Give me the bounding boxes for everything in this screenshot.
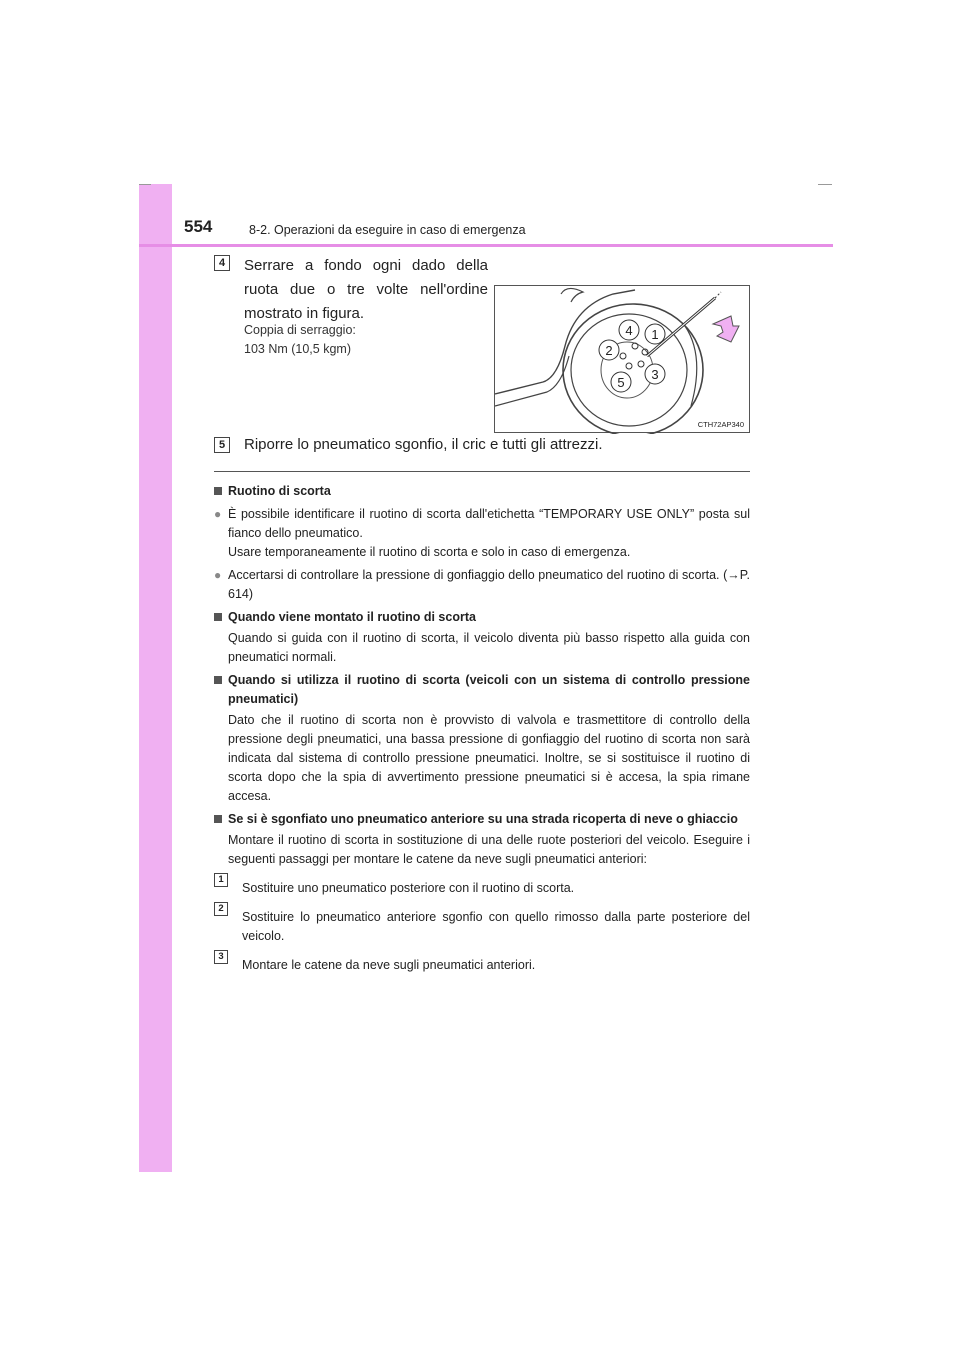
note-bullet: ● Accertarsi di controllare la pressione di gonfiaggio dello pneumatico del ruotino di scorta. (→P. 614) [214,568,750,601]
divider [214,471,750,472]
nut-label-4: 4 [625,323,633,338]
sub-step-number: 2 [214,902,228,916]
pink-sidebar [139,184,172,1172]
nut-label-1: 1 [651,327,659,342]
torque-value: 103 Nm (10,5 kgm) [244,342,351,356]
nut-label-2: 2 [605,343,613,358]
nut-label-5: 5 [617,375,625,390]
note-heading: Ruotino di scorta [214,482,750,501]
step-4-text: Serrare a fondo ogni dado della ruota due o tre volte nell'ordine mostrato in figura. [244,257,488,322]
lug-nut-icon [638,361,644,367]
bullet-icon: ● [214,568,222,582]
step-number-5: 5 [214,437,230,453]
note-paragraph: Dato che il ruotino di scorta non è provvisto di valvola e trasmettitore di controllo della pressione degli pneumatici, una bassa pressione di gonfiaggio del ruotino di scorta non sarà indicata dal sistema di controllo pressione pneumatici. Inoltre, se si sostituisce il ruotino di scorta dopo che la spia di avvertimento pressione pneumatici si è accesa, la spia rimane accesa. [228,713,750,803]
sub-step-number: 1 [214,873,228,887]
body-line [495,356,569,406]
torque-label: Coppia di serraggio: [244,323,356,337]
note-bullet: ● È possibile identificare il ruotino di scorta dall'etichetta “TEMPORARY USE ONLY” posta sul fianco dello pneumatico. Usare temporaneamente il ruotino di scorta e solo in caso di emergenza. [214,507,750,559]
step-number-4: 4 [214,255,230,271]
wheel-nut-tightening-figure [494,285,750,433]
step-5-text: Riporre lo pneumatico sgonfio, il cric e tutti gli attrezzi. [244,436,603,453]
crop-mark [818,184,832,185]
note-paragraph: Montare il ruotino di scorta in sostituzione di una delle ruote posteriori del veicolo. Eseguire i seguenti passaggi per montare le catene da neve sugli pneumatici anteriori: [228,833,750,866]
page-number: 554 [184,217,213,236]
note-paragraph: Quando si guida con il ruotino di scorta, il veicolo diventa più basso rispetto alla guida con pneumatici normali. [228,631,750,664]
crop-mark [139,184,151,185]
trim-curve [561,288,583,302]
rotation-arrow-icon [713,316,739,342]
sub-step-2: 2 Sostituire lo pneumatico anteriore sgonfio con quello rimosso dalla parte posteriore del veicolo. [214,908,750,946]
note-heading: Se si è sgonfiato uno pneumatico anteriore su una strada ricoperta di neve o ghiaccio [214,810,750,829]
sub-step-number: 3 [214,950,228,964]
lug-nut-icon [632,343,638,349]
wheel-illustration [495,286,751,434]
note-heading: Quando si utilizza il ruotino di scorta (veicoli con un sistema di controllo pressione pneumatici) [214,671,750,709]
torque-spec [244,321,356,359]
nut-label-3: 3 [651,367,659,382]
figure-caption: CTH72AP340 [697,420,744,429]
sub-step-1: 1 Sostituire uno pneumatico posteriore con il ruotino di scorta. [214,879,750,898]
lug-nut-icon [620,353,626,359]
sub-step-3: 3 Montare le catene da neve sugli pneumatici anteriori. [214,956,750,975]
note-heading: Quando viene montato il ruotino di scorta [214,608,750,627]
header-rule [139,244,833,247]
bullet-icon: ● [214,507,222,521]
section-title: 8-2. Operazioni da eseguire in caso di emergenza [249,223,526,237]
lug-nut-icon [626,363,632,369]
notes-section [214,482,750,975]
